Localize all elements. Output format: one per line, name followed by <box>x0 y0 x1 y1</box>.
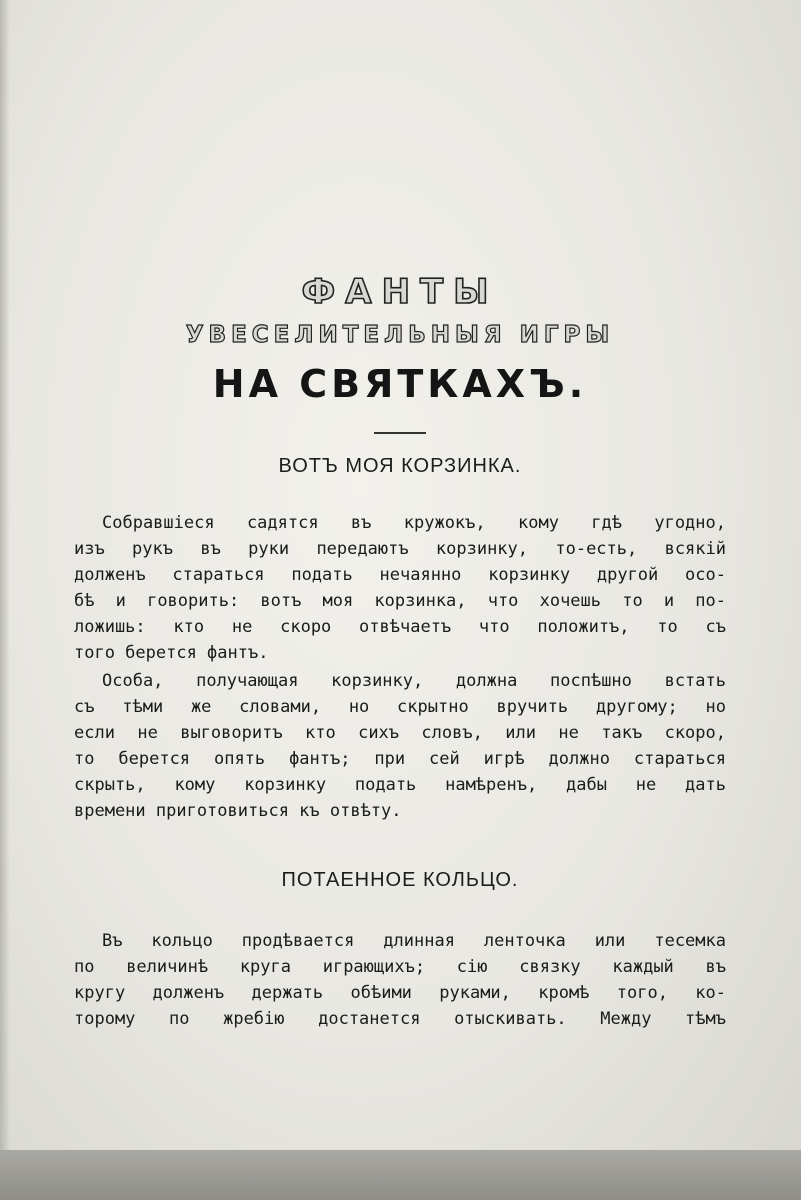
text-line: то берется опять фантъ; при сей игрѣ должно стараться <box>74 749 726 769</box>
text-line: Собравшіеся садятся въ кружокъ, кому гдѣ угодно, <box>102 513 726 533</box>
section-title-basket: ВОТЪ МОЯ КОРЗИНКА. <box>278 455 522 477</box>
text-line: бѣ и говорить: вотъ моя корзинка, что хочешь то и по- <box>74 591 726 611</box>
paragraph-basket-1 <box>74 510 726 666</box>
page-edge-shadow <box>0 0 10 1200</box>
text-line: того берется фантъ. <box>74 643 269 663</box>
text-line: изъ рукъ въ руки передаютъ корзинку, то-есть, всякій <box>74 539 726 559</box>
paragraph-basket-2 <box>74 668 726 824</box>
title-line-2: УВЕСЕЛИТЕЛЬНЫЯ ИГРЫ <box>185 322 615 348</box>
title-divider <box>374 432 426 434</box>
title-line-3: НА СВЯТКАХЪ. <box>212 362 588 406</box>
text-line: торому по жребію достанется отыскивать. Между тѣмъ <box>74 1009 726 1029</box>
text-line: скрыть, кому корзинку подать намѣренъ, дабы не дать <box>74 775 726 795</box>
text-line: долженъ стараться подать нечаянно корзинку другой осо- <box>74 565 726 585</box>
page-content <box>74 270 726 1032</box>
paragraph-hidden-ring-1 <box>74 928 726 1032</box>
text-line: съ тѣми же словами, но скрытно вручить другому; но <box>74 697 726 717</box>
text-line: по величинѣ круга играющихъ; сію связку каждый въ <box>74 957 726 977</box>
text-line: времени приготовиться къ отвѣту. <box>74 801 402 821</box>
section-title-hidden-ring: ПОТАЕННОЕ КОЛЬЦО. <box>281 869 519 891</box>
text-line: Особа, получающая корзинку, должна поспѣшно встать <box>102 671 726 691</box>
page-bottom-edge <box>0 1150 801 1200</box>
text-line: ложишь: кто не скоро отвѣчаетъ что положитъ, то съ <box>74 617 726 637</box>
text-line: кругу долженъ держать обѣими руками, кромѣ того, ко- <box>74 983 726 1003</box>
title-line-1: ФАНТЫ <box>301 272 499 312</box>
text-line: Въ кольцо продѣвается длинная ленточка или тесемка <box>102 931 726 951</box>
text-line: если не выговоритъ кто сихъ словъ, или не такъ скоро, <box>74 723 726 743</box>
